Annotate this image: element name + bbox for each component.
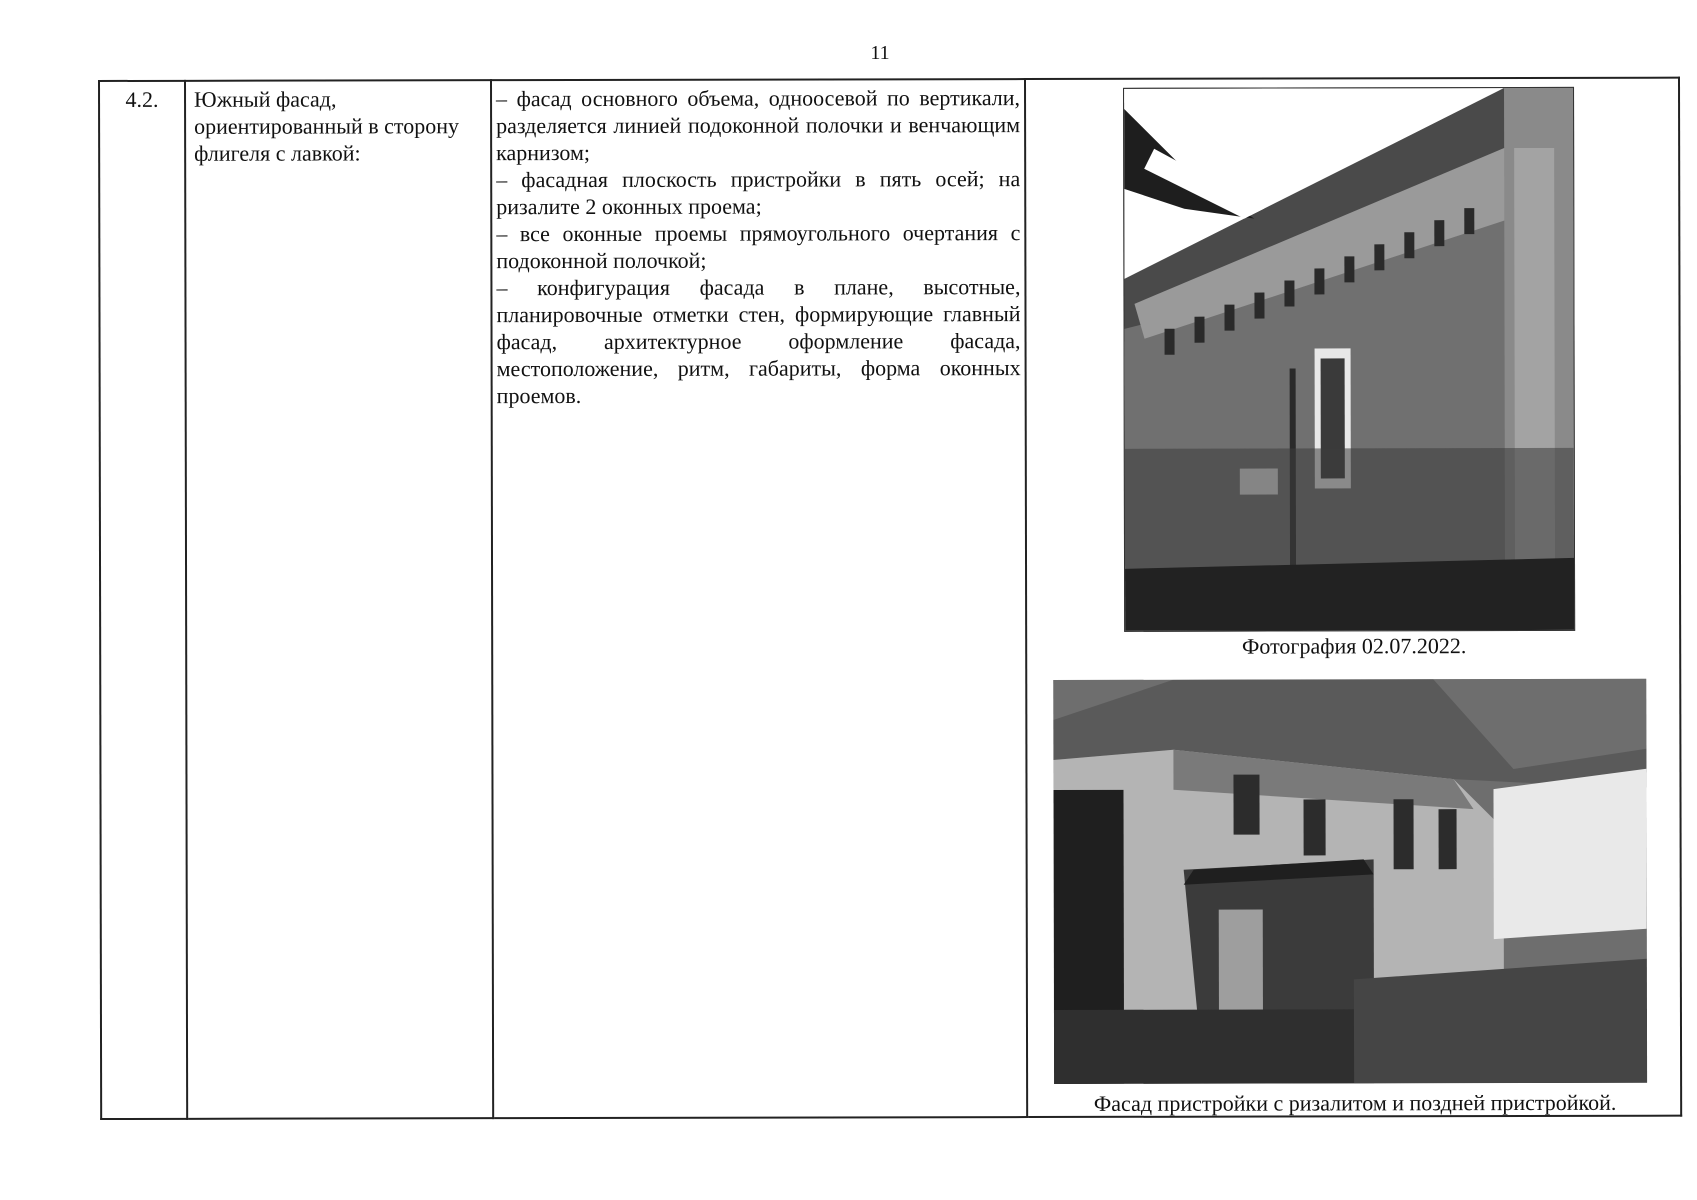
monument-features-table: [98, 77, 1682, 1120]
description-cell: [491, 79, 1027, 1118]
facade-photo-extension: [1053, 679, 1647, 1084]
description-list: [492, 80, 1025, 409]
table-row: [99, 78, 1681, 1119]
page-number: 11: [870, 42, 890, 64]
facade-photo-corner: [1123, 87, 1575, 632]
description-item: – конфигурация фасада в плане, высотные, планировочные отметки стен, формирующие главный фасад, архитектурное оформление фасада, местоположение, ритм, габариты, форма оконных проемов.: [496, 274, 1021, 409]
row-number-cell: [99, 81, 187, 1119]
description-item: – все оконные проемы прямоугольного очертания с подоконной полочкой;: [496, 220, 1021, 274]
description-item: – фасадная плоскость пристройки в пять осей; на ризалите 2 оконных проема;: [496, 166, 1021, 220]
element-name-cell: [185, 80, 493, 1119]
description-item: – фасад основного объема, одноосевой по вертикали, разделяется линией подоконной полочки и венчающим карнизом;: [496, 85, 1021, 166]
element-name: Южный фасад, ориентированный в сторону флигеля с лавкой:: [194, 86, 460, 166]
photo-caption: Фасад пристройки с ризалитом и поздней пристройкой.: [1093, 1089, 1617, 1116]
photo-cell: [1025, 78, 1681, 1117]
photo-caption: Фотография 02.07.2022.: [1241, 633, 1467, 659]
row-number: 4.2.: [125, 86, 159, 112]
